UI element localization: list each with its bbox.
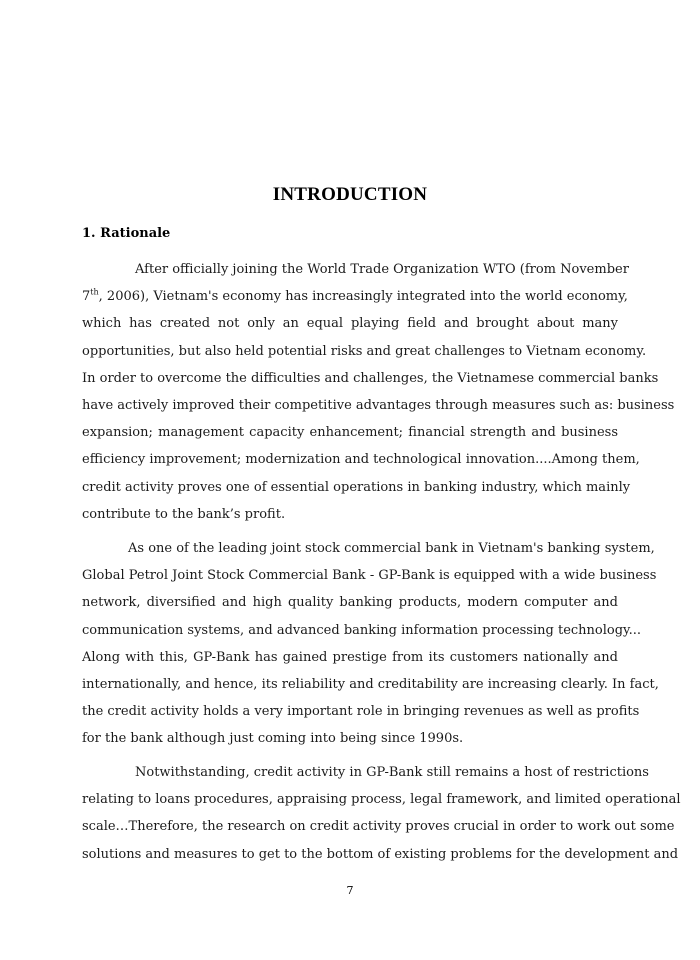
paragraph-line: Global Petrol Joint Stock Commercial Bank - GP-Bank is equipped with a wide business (82, 568, 657, 584)
paragraph-line: the credit activity holds a very important role in bringing revenues as well as profits (82, 704, 640, 720)
paragraph-line: expansion; management capacity enhancement; financial strength and business (82, 425, 618, 441)
paragraph-line: Along with this, GP-Bank has gained prestige from its customers nationally and (82, 649, 618, 665)
paragraph-line: have actively improved their competitive advantages through measures such as: business (82, 397, 675, 413)
paragraph-line: credit activity proves one of essential operations in banking industry, which mainly (82, 479, 631, 495)
paragraph-line: network, diversified and high quality banking products, modern computer and (82, 595, 618, 611)
paragraph-2 (82, 535, 659, 753)
paragraph-line (82, 283, 628, 310)
paragraph-line: Notwithstanding, credit activity in GP-Bank still remains a host of restrictions (135, 765, 649, 780)
paragraph-line: solutions and measures to get to the bottom of existing problems for the development and (82, 846, 679, 862)
page-number: 7 (346, 884, 354, 897)
paragraph-line: contribute to the bank’s profit. (82, 506, 286, 522)
section-heading: 1. Rationale (82, 226, 171, 241)
paragraph-line: communication systems, and advanced banking information processing technology... (82, 622, 642, 638)
paragraph-line: scale…Therefore, the research on credit activity proves crucial in order to work out some (82, 819, 675, 835)
line-continuation: , 2006), Vietnam's economy has increasingly integrated into the world economy, (98, 289, 628, 305)
ordinal-suffix: th (90, 287, 99, 297)
paragraph-line: After officially joining the World Trade Organization WTO (from November (135, 262, 629, 277)
paragraph-line: for the bank although just coming into being since 1990s. (82, 731, 464, 747)
paragraph-1 (82, 256, 675, 528)
paragraph-line: relating to loans procedures, appraising process, legal framework, and limited operational (82, 792, 681, 808)
date-day: 7 (82, 289, 91, 305)
paragraph-line: In order to overcome the difficulties and challenges, the Vietnamese commercial banks (82, 370, 659, 386)
paragraph-line: internationally, and hence, its reliability and creditability are increasing clearly. In fact, (82, 676, 659, 692)
paragraph-3 (82, 759, 681, 868)
paragraph-line: which has created not only an equal playing field and brought about many (82, 316, 618, 332)
paragraph-line: As one of the leading joint stock commercial bank in Vietnam's banking system, (128, 541, 655, 556)
paragraph-line: efficiency improvement; modernization and technological innovation....Among them, (82, 452, 640, 468)
paragraph-line: opportunities, but also held potential risks and great challenges to Vietnam economy. (82, 343, 647, 359)
page-title: INTRODUCTION (272, 184, 428, 205)
